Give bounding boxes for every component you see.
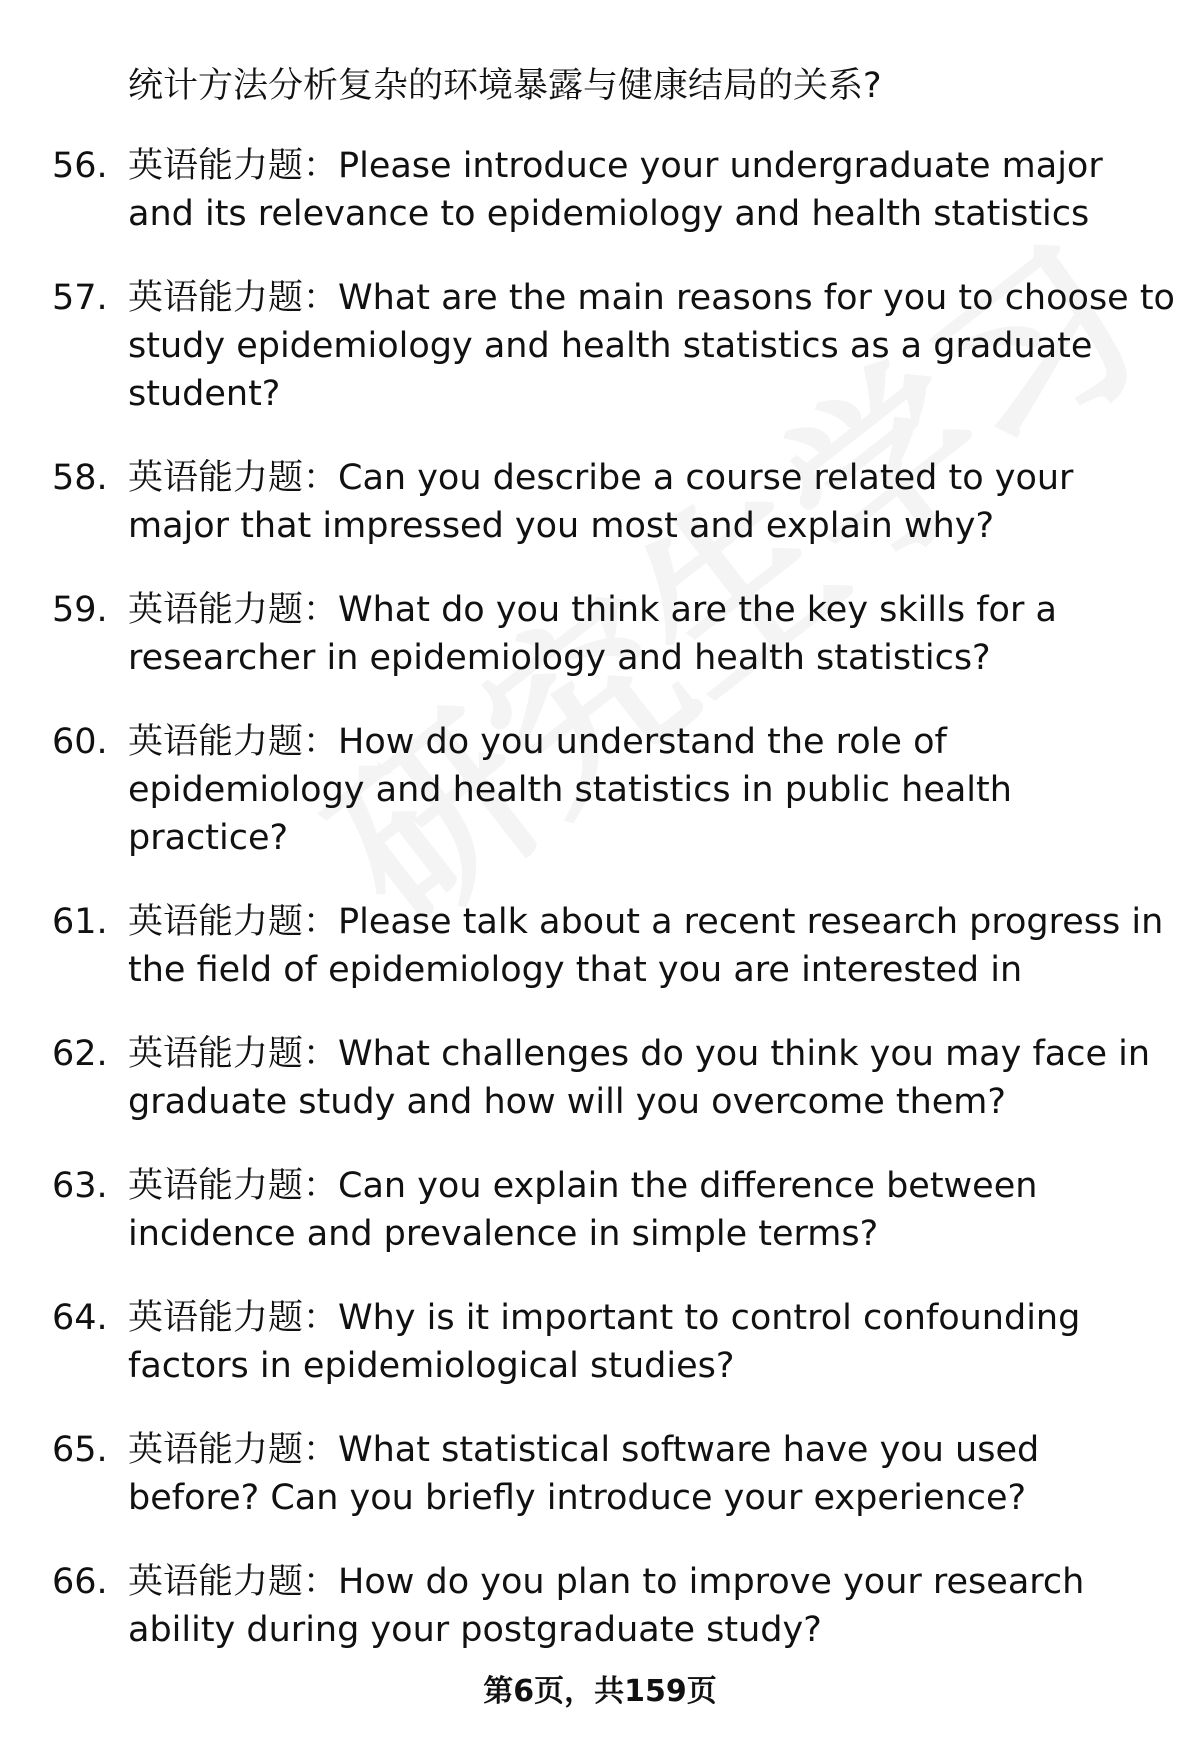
question-item [0, 586, 1200, 682]
question-text: 英语能力题：Please talk about a recent research progress in the field of epidemiology that you are interested in [128, 902, 1164, 990]
question-item [0, 898, 1200, 994]
question-number: 60. [52, 722, 108, 762]
question-item [0, 454, 1200, 550]
question-list [0, 142, 1200, 1690]
question-item [0, 1558, 1200, 1654]
page-footer: 第6页，共159页 [483, 1674, 717, 1709]
question-item [0, 142, 1200, 238]
question-number: 57. [52, 278, 108, 318]
question-number: 63. [52, 1166, 108, 1206]
question-text: 英语能力题：What do you think are the key skills for a researcher in epidemiology and health statistics? [128, 590, 1057, 678]
question-number: 64. [52, 1298, 108, 1338]
question-text: 英语能力题：What challenges do you think you may face in graduate study and how will you overcome them? [128, 1034, 1151, 1122]
question-text: 英语能力题：What are the main reasons for you to choose to study epidemiology and health statistics as a graduate student? [128, 278, 1175, 414]
question-text: 英语能力题：How do you understand the role of epidemiology and health statistics in public health practice? [128, 722, 1012, 858]
question-item [0, 274, 1200, 418]
question-text: 英语能力题：Can you describe a course related to your major that impressed you most and explain why? [128, 458, 1074, 546]
question-number: 61. [52, 902, 108, 942]
question-item [0, 1162, 1200, 1258]
question-text: 英语能力题：How do you plan to improve your research ability during your postgraduate study? [128, 1562, 1085, 1650]
question-number: 66. [52, 1562, 108, 1602]
question-number: 58. [52, 458, 108, 498]
question-item [0, 1294, 1200, 1390]
question-item [0, 1030, 1200, 1126]
question-item [0, 1426, 1200, 1522]
question-text: 英语能力题：Can you explain the difference between incidence and prevalence in simple terms? [128, 1166, 1038, 1254]
continuation-text: 统计方法分析复杂的环境暴露与健康结局的关系? [128, 66, 882, 106]
question-item [0, 718, 1200, 862]
question-text: 英语能力题：Why is it important to control confounding factors in epidemiological studies? [128, 1298, 1081, 1386]
question-text: 英语能力题：What statistical software have you used before? Can you briefly introduce your experience? [128, 1430, 1040, 1518]
question-number: 56. [52, 146, 108, 186]
question-number: 59. [52, 590, 108, 630]
question-text: 英语能力题：Please introduce your undergraduate major and its relevance to epidemiology and health statistics [128, 146, 1103, 234]
question-number: 62. [52, 1034, 108, 1074]
question-number: 65. [52, 1430, 108, 1470]
